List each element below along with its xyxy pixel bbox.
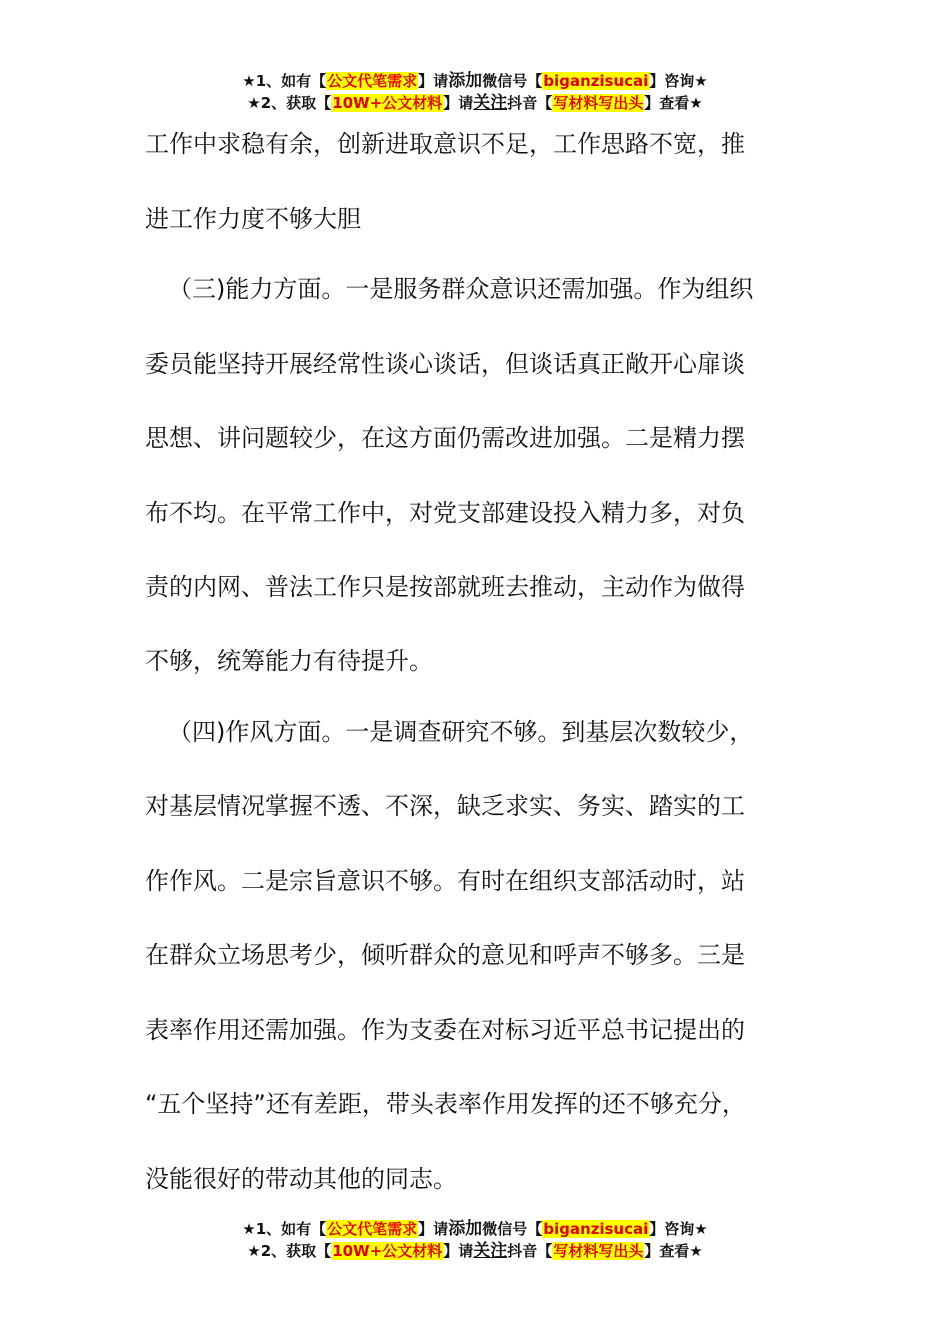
douyin-account: 写材料写出头 — [553, 1242, 644, 1260]
banner-highlight: 10W+公文材料 — [332, 1242, 443, 1260]
banner-highlight: 10W+公文材料 — [332, 94, 443, 112]
body-line: 没能很好的带动其他的同志。 — [145, 1165, 457, 1193]
body-line: （四)作风方面。一是调查研究不够。到基层次数较少， — [168, 718, 754, 746]
header-banner — [0, 70, 950, 114]
body-line: 工作中求稳有余，创新进取意识不足，工作思路不宽，推 — [145, 130, 745, 158]
banner-line-1: ★1、如有【公文代笔需求】请添加微信号【biganzisucai】咨询★ — [242, 1219, 708, 1239]
douyin-account: 写材料写出头 — [553, 94, 644, 112]
body-line: 思想、讲问题较少，在这方面仍需改进加强。二是精力摆 — [145, 424, 745, 452]
banner-line-2: ★2、获取【10W+公文材料】请关注抖音【写材料写出头】查看★ — [247, 93, 703, 113]
wechat-id: biganzisucai — [543, 72, 649, 90]
banner-line-2: ★2、获取【10W+公文材料】请关注抖音【写材料写出头】查看★ — [247, 1241, 703, 1261]
body-line: 作作风。二是宗旨意识不够。有时在组织支部活动时，站 — [145, 867, 745, 895]
body-line: （三)能力方面。一是服务群众意识还需加强。作为组织 — [168, 275, 754, 303]
body-line: 责的内网、普法工作只是按部就班去推动，主动作为做得 — [145, 573, 745, 601]
banner-line-1: ★1、如有【公文代笔需求】请添加微信号【biganzisucai】咨询★ — [242, 71, 708, 91]
banner-highlight: 公文代笔需求 — [327, 72, 418, 90]
body-line: 在群众立场思考少，倾听群众的意见和呼声不够多。三是 — [145, 941, 745, 969]
body-line: 表率作用还需加强。作为支委在对标习近平总书记提出的 — [145, 1016, 745, 1044]
wechat-id: biganzisucai — [543, 1220, 649, 1238]
body-line: 对基层情况掌握不透、不深，缺乏求实、务实、踏实的工 — [145, 792, 745, 820]
body-line: 进工作力度不够大胆 — [145, 205, 361, 233]
body-line: 委员能坚持开展经常性谈心谈话，但谈话真正敞开心扉谈 — [145, 350, 745, 378]
body-line: 布不均。在平常工作中，对党支部建设投入精力多，对负 — [145, 499, 745, 527]
banner-highlight: 公文代笔需求 — [327, 1220, 418, 1238]
body-line: 不够，统筹能力有待提升。 — [145, 647, 433, 675]
footer-banner — [0, 1218, 950, 1262]
body-line: “五个坚持”还有差距，带头表率作用发挥的还不够充分， — [145, 1090, 746, 1118]
